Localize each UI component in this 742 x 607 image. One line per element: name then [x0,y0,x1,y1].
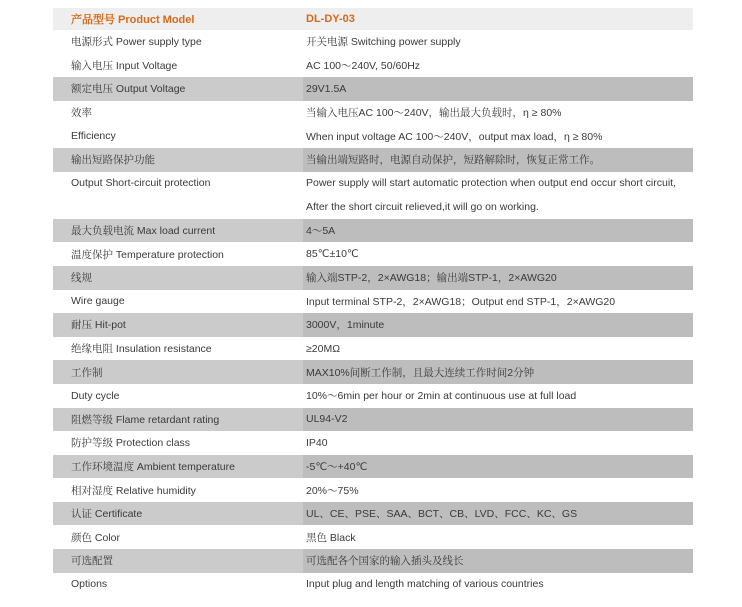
table-row [53,242,693,266]
row-label: Duty cycle [71,389,120,402]
row-label: 额定电压 Output Voltage [71,83,186,96]
row-value: Input terminal STP-2，2×AWG18；Output end STP-1，2×AWG20 [306,295,616,308]
table-row [53,219,693,243]
row-label: 工作环境温度 Ambient temperature [71,460,235,473]
row-value: 10%～6min per hour or 2min at continuous use at full load [306,390,577,403]
row-value: Power supply will start automatic protection when output end occur short circuit, [306,177,677,190]
row-label: 颜色 Color [71,531,121,544]
row-value: 当输出端短路时，电源自动保护，短路解除时，恢复正常工作。 [303,148,693,172]
row-value: Input plug and length matching of various countries [306,578,544,591]
row-label: 输入电压 Input Voltage [71,59,178,72]
row-label: 工作制 [71,366,103,379]
table-row [53,290,693,314]
row-label: 线规 [71,272,92,285]
table-row [53,101,693,125]
row-value: 输入端STP-2，2×AWG18；输出端STP-1，2×AWG20 [303,266,693,290]
row-label: 效率 [71,107,92,120]
table-body [53,30,693,596]
row-value: 3000V，1minute [303,313,693,337]
spec-table [53,8,693,596]
row-value: After the short circuit relieved,it will go on working. [306,200,539,213]
row-label: Options [71,578,108,591]
row-value: UL94-V2 [303,408,693,432]
row-label: 防护等级 Protection class [71,437,191,450]
table-row [53,384,693,408]
table-row [53,337,693,361]
row-value: 开关电源 Switching power supply [306,36,461,49]
table-row [53,30,693,54]
row-label: 最大负载电流 Max load current [71,225,216,238]
table-row [53,455,693,479]
row-label: Wire gauge [71,295,125,308]
row-value: UL、CE、PSE、SAA、BCT、CB、LVD、FCC、KC、GS [303,502,693,526]
row-value: MAX10%间断工作制，且最大连续工作时间2分钟 [303,360,693,384]
row-value: 4～5A [303,219,693,243]
row-label: 温度保护 Temperature protection [71,248,224,261]
table-row [53,54,693,78]
row-label: 阻燃等级 Flame retardant rating [71,413,220,426]
table-row [53,549,693,573]
row-label: 绝缘电阻 Insulation resistance [71,343,212,356]
row-label: 可选配置 [71,555,113,568]
table-row [53,360,693,384]
table-row [53,478,693,502]
row-label: 相对湿度 Relative humidity [71,484,196,497]
table-row [53,195,693,219]
row-value: IP40 [306,436,328,449]
table-row [53,525,693,549]
row-value: AC 100～240V, 50/60Hz [306,59,421,72]
table-row [53,148,693,172]
row-label: 输出短路保护功能 [71,154,155,167]
row-value: 黑色 Black [306,531,356,544]
table-row [53,502,693,526]
row-label: 耐压 Hit-pot [71,319,126,332]
table-row [53,573,693,597]
table-row [53,266,693,290]
row-value: 20%～75% [306,484,359,497]
table-row [53,124,693,148]
row-value: ≥20MΩ [306,342,341,355]
row-label: 认证 Certificate [71,508,143,521]
row-value: 可选配各个国家的输入插头及线长 [303,549,693,573]
header-label: 产品型号 Product Model [71,14,195,26]
table-row [53,431,693,455]
row-value: 85℃±10℃ [306,248,359,261]
row-value: When input voltage AC 100～240V，output max load，η ≥ 80% [306,130,603,143]
row-value: 29V1.5A [303,77,693,101]
row-label: Efficiency [71,130,116,143]
row-label: 电源形式 Power supply type [71,36,202,49]
row-value: -5℃～+40℃ [303,455,693,479]
table-row [53,77,693,101]
table-row [53,408,693,432]
row-label: Output Short-circuit protection [71,177,211,190]
header-model: DL-DY-03 [306,13,355,25]
row-value: 当输入电压AC 100～240V，输出最大负载时，η ≥ 80% [306,107,562,120]
table-header [53,8,693,30]
table-row [53,313,693,337]
table-row [53,172,693,196]
